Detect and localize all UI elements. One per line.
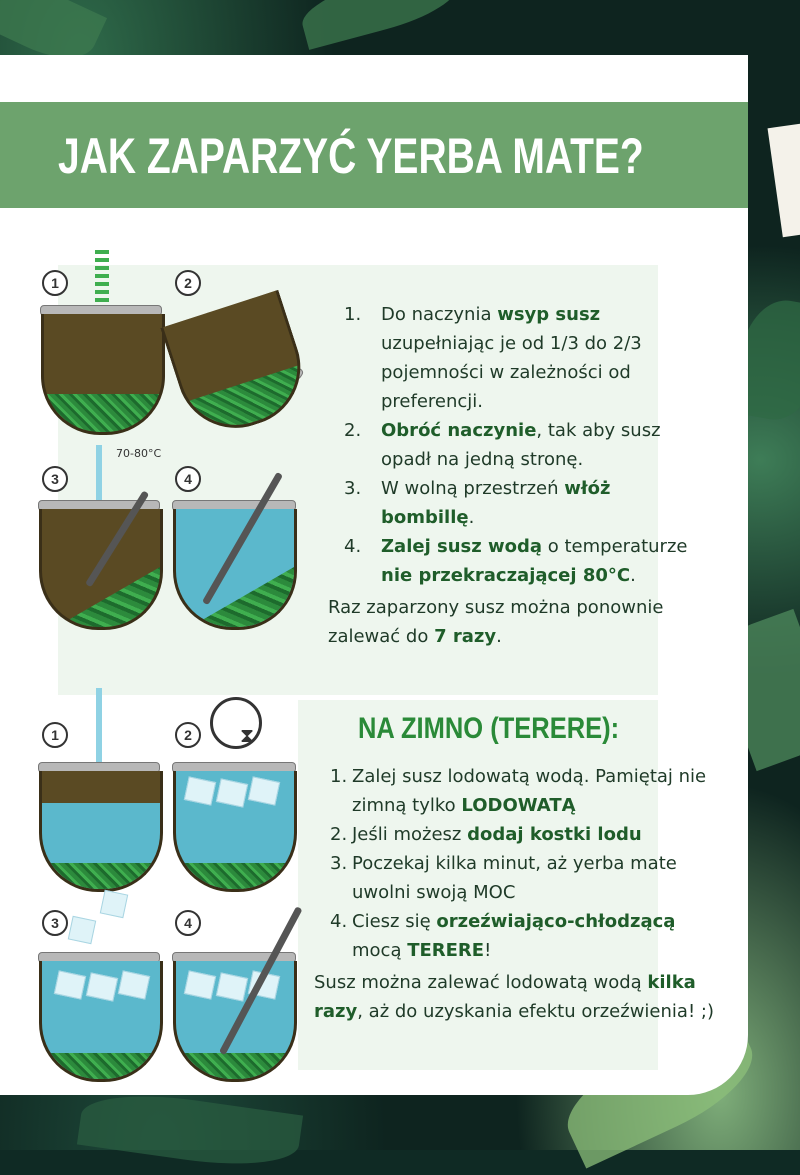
ice-cube-icon bbox=[216, 972, 248, 1001]
list-item: 4. Zalej susz wodą o temperaturze nie przekraczającej 80°C. bbox=[344, 536, 688, 586]
list-item: 1. Zalej susz lodowatą wodą. Pamiętaj nie zimną tylko LODOWATĄ bbox=[330, 766, 707, 816]
temperature-label: 70-80°C bbox=[116, 447, 162, 460]
hot-step-number: 2 bbox=[175, 270, 201, 296]
clock-icon bbox=[210, 697, 262, 749]
mate-cup bbox=[39, 771, 163, 892]
hot-step-number: 1 bbox=[42, 270, 68, 296]
ice-cube-icon bbox=[54, 970, 86, 999]
page-title: JAK ZAPARZYĆ YERBA MATE? bbox=[58, 128, 644, 184]
mate-cup bbox=[173, 771, 297, 892]
cold-method-title: NA ZIMNO (TERERE): bbox=[358, 712, 620, 745]
ice-cube-icon bbox=[118, 970, 150, 999]
hot-step-number: 4 bbox=[175, 466, 201, 492]
cold-step-number: 3 bbox=[42, 910, 68, 936]
list-item: 3. W wolną przestrzeń włóż bombillę. bbox=[344, 478, 611, 528]
ice-cube-icon bbox=[248, 776, 280, 805]
hot-step-number: 3 bbox=[42, 466, 68, 492]
ice-cube-icon bbox=[184, 970, 216, 999]
cold-steps-list bbox=[330, 762, 725, 965]
ice-cube-icon bbox=[68, 916, 96, 944]
cold-note: Susz można zalewać lodowatą wodą kilka razy, aż do uzyskania efektu orzeźwienia! ;) bbox=[314, 972, 714, 1022]
mate-cup bbox=[41, 314, 165, 435]
hourglass-icon: ⧗ bbox=[240, 723, 255, 747]
list-item: 2. Jeśli możesz dodaj kostki lodu bbox=[330, 824, 642, 845]
list-item: 3. Poczekaj kilka minut, aż yerba mate uwolni swoją MOC bbox=[330, 853, 677, 903]
list-item: 4. Ciesz się orzeźwiająco-chłodzącą mocą TERERE! bbox=[330, 911, 676, 961]
ice-cube-icon bbox=[86, 972, 118, 1001]
cold-step-number: 1 bbox=[42, 722, 68, 748]
cold-step-number: 2 bbox=[175, 722, 201, 748]
mate-cup bbox=[39, 961, 163, 1082]
ice-cube-icon bbox=[184, 776, 216, 805]
hot-steps-list bbox=[328, 300, 708, 590]
hot-note: Raz zaparzony susz można ponownie zalewać do 7 razy. bbox=[328, 597, 664, 647]
cold-step-number: 4 bbox=[175, 910, 201, 936]
list-item: 2. Obróć naczynie, tak aby susz opadł na jedną stronę. bbox=[344, 420, 661, 470]
list-item: 1. Do naczynia wsyp susz uzupełniając je od 1/3 do 2/3 pojemności w zależności od preferencji. bbox=[344, 304, 642, 412]
ice-cube-icon bbox=[216, 778, 248, 807]
ice-cube-icon bbox=[100, 890, 128, 918]
mate-cup bbox=[173, 509, 297, 630]
